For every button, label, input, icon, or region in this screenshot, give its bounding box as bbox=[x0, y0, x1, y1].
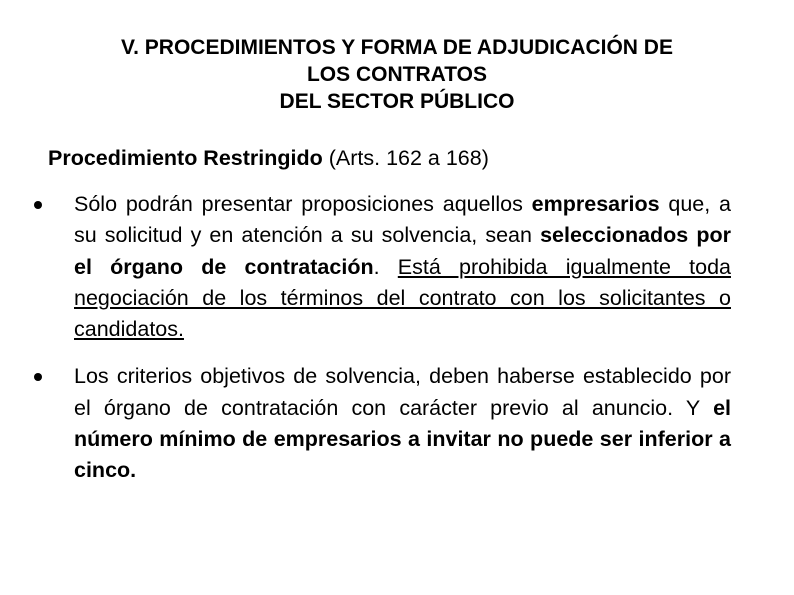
title-line-1: V. PROCEDIMIENTOS Y FORMA DE ADJUDICACIÓN DE bbox=[121, 36, 673, 59]
bullet-dot-icon bbox=[34, 201, 42, 209]
bullet-1-underlined: Está prohibida igualmente toda negociación de los términos del contrato con los solicitantes o candidatos. bbox=[74, 254, 731, 342]
section-heading bbox=[48, 143, 489, 173]
bullet-2-bold-1: el número mínimo de empresarios a invitar no puede ser inferior a cinco. bbox=[74, 395, 731, 483]
bullet-item-1 bbox=[74, 189, 731, 345]
section-heading-bold: Procedimiento Restringido bbox=[48, 146, 323, 170]
bullet-2-text-1: Los criterios objetivos de solvencia, deben haberse establecido por el órgano de contratación con carácter previo al anuncio. Y bbox=[74, 364, 731, 420]
bullet-1-text-3: . bbox=[373, 254, 398, 279]
slide-title bbox=[30, 34, 764, 115]
bullet-1-bold-1: empresarios bbox=[531, 192, 660, 216]
bullet-1-bold-2: seleccionados por el órgano de contratación bbox=[74, 223, 731, 279]
bullet-1-text-2: que, a su solicitud y en atención a su solvencia, sean bbox=[74, 192, 732, 248]
title-line-2: LOS CONTRATOS bbox=[306, 63, 488, 86]
bullet-1-text-1: Sólo podrán presentar proposiciones aquellos bbox=[74, 192, 532, 216]
section-heading-articles: (Arts. 162 a 168) bbox=[322, 146, 489, 170]
bullet-item-2 bbox=[74, 361, 731, 486]
title-line-3: DEL SECTOR PÚBLICO bbox=[279, 90, 515, 113]
bullet-dot-icon bbox=[34, 373, 42, 381]
bullet-list bbox=[0, 189, 794, 487]
